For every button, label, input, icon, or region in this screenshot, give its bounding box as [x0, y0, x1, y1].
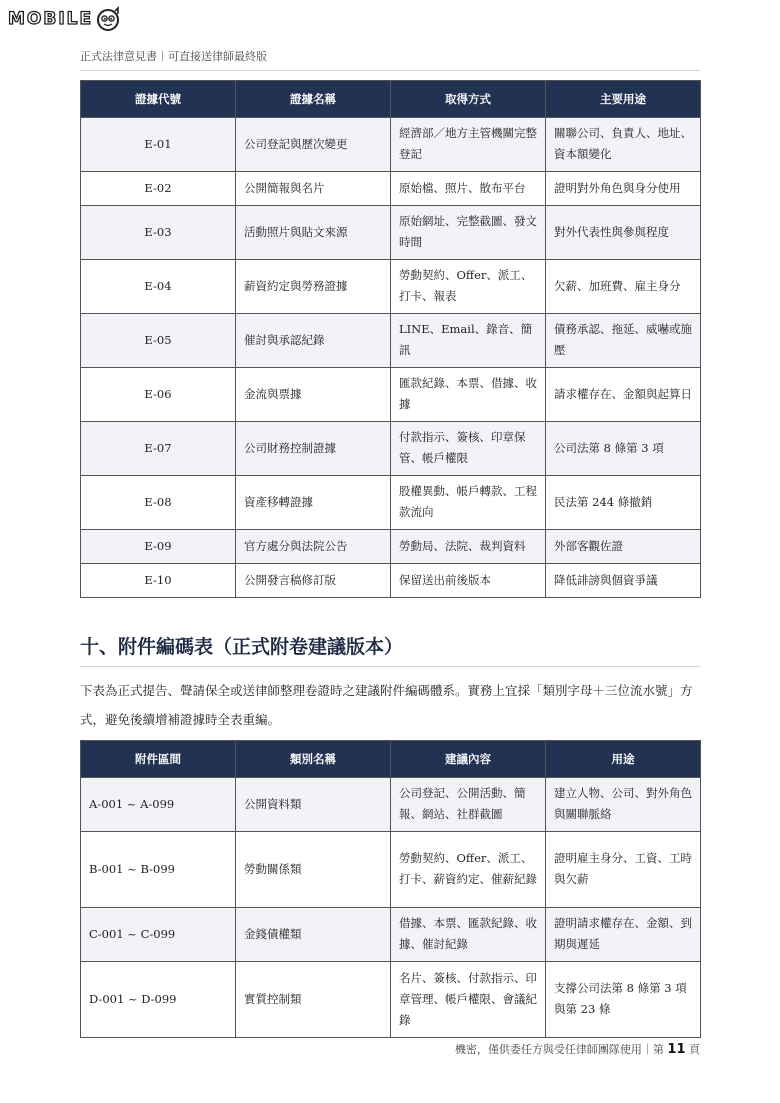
table-cell: 債務承認、拖延、威嚇或施壓: [546, 314, 701, 368]
table-row: [81, 908, 701, 962]
table-cell: 公開發言稿修訂版: [236, 564, 391, 598]
table-row: [81, 172, 701, 206]
table-header-row: [81, 81, 701, 118]
mascot-icon: [95, 6, 121, 32]
table-row: [81, 368, 701, 422]
table-cell: 資產移轉證據: [236, 476, 391, 530]
column-header: 用途: [546, 741, 701, 778]
table-cell: D-001 ~ D-099: [81, 962, 236, 1038]
table-cell: E-02: [81, 172, 236, 206]
table-cell: E-03: [81, 206, 236, 260]
table-cell: 官方處分與法院公告: [236, 530, 391, 564]
table-cell: E-10: [81, 564, 236, 598]
table-cell: 股權異動、帳戶轉款、工程款流向: [391, 476, 546, 530]
running-header: 正式法律意見書｜可直接送律師最終版: [80, 48, 700, 71]
table-cell: 公司財務控制證據: [236, 422, 391, 476]
table-cell: 付款指示、簽核、印章保管、帳戶權限: [391, 422, 546, 476]
logo-text: MOBILE: [8, 9, 94, 29]
section-title: 十、附件編碼表（正式附卷建議版本）: [80, 632, 700, 667]
column-header: 建議內容: [391, 741, 546, 778]
table-cell: 外部客觀佐證: [546, 530, 701, 564]
table-cell: 公司登記、公開活動、簡報、網站、社群截圖: [391, 778, 546, 832]
table-cell: 勞動契約、Offer、派工、打卡、報表: [391, 260, 546, 314]
footer-text: 機密，僅供委任方與受任律師團隊使用｜第: [454, 1043, 664, 1056]
table-cell: 公開簡報與名片: [236, 172, 391, 206]
table-cell: E-04: [81, 260, 236, 314]
table-cell: 借據、本票、匯款紀錄、收據、催討紀錄: [391, 908, 546, 962]
table-cell: LINE、Email、錄音、簡訊: [391, 314, 546, 368]
table-cell: 證明雇主身分、工資、工時與欠薪: [546, 832, 701, 908]
table-cell: 原始網址、完整截圖、發文時間: [391, 206, 546, 260]
table-cell: 降低誹謗與個資爭議: [546, 564, 701, 598]
attachment-table: [80, 740, 701, 1038]
table-row: [81, 778, 701, 832]
page-number: 11: [667, 1042, 686, 1057]
table-cell: E-05: [81, 314, 236, 368]
table-cell: A-001 ~ A-099: [81, 778, 236, 832]
table-cell: E-09: [81, 530, 236, 564]
table-row: [81, 260, 701, 314]
table-cell: E-08: [81, 476, 236, 530]
table-cell: 原始檔、照片、散布平台: [391, 172, 546, 206]
table-cell: 金流與票據: [236, 368, 391, 422]
table-row: [81, 832, 701, 908]
table-cell: 經濟部／地方主管機關完整登記: [391, 118, 546, 172]
column-header: 證據名稱: [236, 81, 391, 118]
table-cell: 催討與承認紀錄: [236, 314, 391, 368]
footer-suffix: 頁: [689, 1043, 700, 1056]
column-header: 附件區間: [81, 741, 236, 778]
table-cell: 關聯公司、負責人、地址、資本額變化: [546, 118, 701, 172]
table-cell: 薪資約定與勞務證據: [236, 260, 391, 314]
table-cell: C-001 ~ C-099: [81, 908, 236, 962]
table-cell: 欠薪、加班費、雇主身分: [546, 260, 701, 314]
table-cell: 名片、簽核、付款指示、印章管理、帳戶權限、會議紀錄: [391, 962, 546, 1038]
table-cell: 金錢債權類: [236, 908, 391, 962]
table-row: [81, 118, 701, 172]
evidence-table: [80, 80, 701, 598]
page-footer: [455, 1041, 700, 1057]
site-logo[interactable]: [8, 6, 121, 32]
table-row: [81, 422, 701, 476]
table-cell: 勞動局、法院、裁判資料: [391, 530, 546, 564]
table-header-row: [81, 741, 701, 778]
table-cell: 對外代表性與參與程度: [546, 206, 701, 260]
table-cell: 保留送出前後版本: [391, 564, 546, 598]
table-cell: 支撐公司法第 8 條第 3 項與第 23 條: [546, 962, 701, 1038]
table-cell: 匯款紀錄、本票、借據、收據: [391, 368, 546, 422]
column-header: 類別名稱: [236, 741, 391, 778]
table-row: [81, 564, 701, 598]
table-row: [81, 962, 701, 1038]
table-cell: B-001 ~ B-099: [81, 832, 236, 908]
table-cell: 勞動契約、Offer、派工、打卡、薪資約定、催薪紀錄: [391, 832, 546, 908]
table-cell: 建立人物、公司、對外角色與關聯脈絡: [546, 778, 701, 832]
table-cell: 證明對外角色與身分使用: [546, 172, 701, 206]
column-header: 證據代號: [81, 81, 236, 118]
column-header: 取得方式: [391, 81, 546, 118]
table-cell: 公開資料類: [236, 778, 391, 832]
table-cell: E-01: [81, 118, 236, 172]
table-row: [81, 206, 701, 260]
table-cell: 證明請求權存在、金額、到期與遲延: [546, 908, 701, 962]
table-cell: E-07: [81, 422, 236, 476]
column-header: 主要用途: [546, 81, 701, 118]
table-cell: 請求權存在、金額與起算日: [546, 368, 701, 422]
table-row: [81, 314, 701, 368]
section-intro: 下表為正式提告、聲請保全或送律師整理卷證時之建議附件編碼體系。實務上宜採「類別字母＋三位流水號」方式，避免後續增補證據時全表重編。: [80, 683, 693, 727]
table-cell: 活動照片與貼文來源: [236, 206, 391, 260]
table-cell: 民法第 244 條撤銷: [546, 476, 701, 530]
table-cell: 公司法第 8 條第 3 項: [546, 422, 701, 476]
table-row: [81, 530, 701, 564]
table-cell: E-06: [81, 368, 236, 422]
table-cell: 實質控制類: [236, 962, 391, 1038]
table-cell: 公司登記與歷次變更: [236, 118, 391, 172]
table-row: [81, 476, 701, 530]
table-cell: 勞動關係類: [236, 832, 391, 908]
